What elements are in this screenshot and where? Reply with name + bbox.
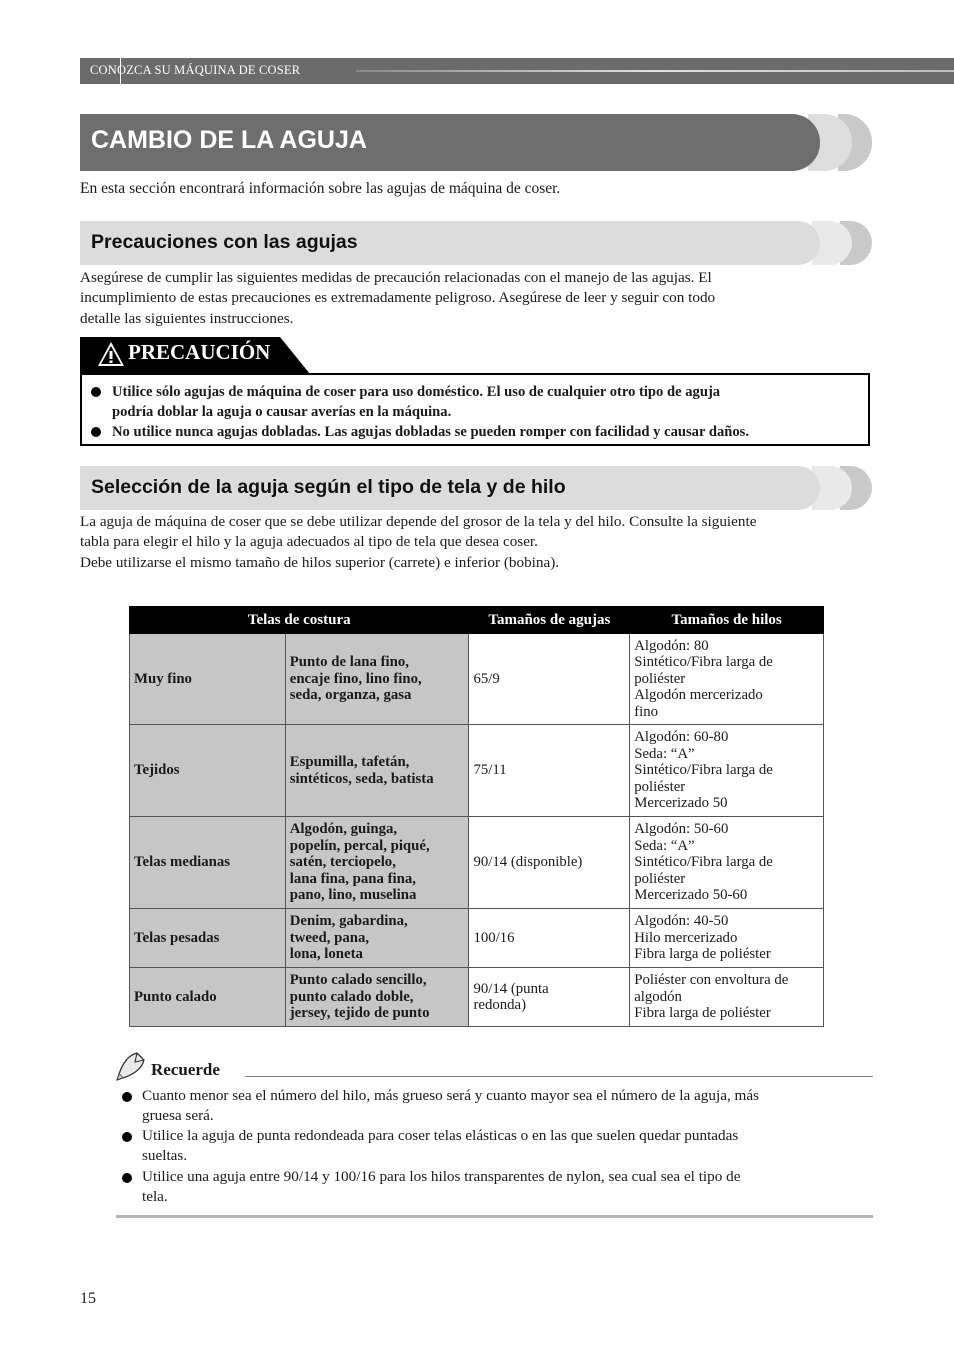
table-row xyxy=(130,817,824,909)
needle-size: 100/16 xyxy=(469,909,630,968)
table-row xyxy=(130,634,824,725)
table-row xyxy=(130,725,824,817)
thread-size: Algodón: 50-60 Seda: “A” Sintético/Fibra larga de poliéster Mercerizado 50-60 xyxy=(630,817,824,909)
selection-line: La aguja de máquina de coser que se debe utilizar depende del grosor de la tela y del hilo. Consulte la siguiente xyxy=(80,513,757,530)
thread-size: Algodón: 80 Sintético/Fibra larga de poliéster Algodón mercerizado fino xyxy=(630,634,824,725)
recuerde-item: Utilice una aguja entre 90/14 y 100/16 para los hilos transparentes de nylon, sea cual sea el tipo de tela. xyxy=(122,1167,874,1208)
table-header-row xyxy=(130,607,824,634)
section-label: CONOZCA SU MÁQUINA DE COSER xyxy=(90,63,301,77)
recuerde-rule xyxy=(245,1076,873,1077)
bullet-icon xyxy=(91,387,101,397)
caution-label: PRECAUCIÓN xyxy=(128,340,271,364)
fabric-list: Algodón, guinga, popelín, percal, piqué, satén, terciopelo, lana fina, pana fina, pano, lino, muselina xyxy=(285,817,469,909)
needle-size: 75/11 xyxy=(469,725,630,817)
fabric-category: Muy fino xyxy=(130,634,286,725)
table-row xyxy=(130,909,824,968)
precautions-line: incumplimiento de estas precauciones es extremadamente peligroso. Asegúrese de leer y seguir con todo xyxy=(80,289,716,307)
header-fabrics: Telas de costura xyxy=(130,607,469,634)
precautions-line: Asegúrese de cumplir las siguientes medidas de precaución relacionadas con el manejo de las agujas. El xyxy=(80,269,712,286)
intro-text: En esta sección encontrará información sobre las agujas de máquina de coser. xyxy=(80,180,561,197)
fabric-category: Telas medianas xyxy=(130,817,286,909)
bullet-icon xyxy=(122,1092,132,1102)
page-title: CAMBIO DE LA AGUJA xyxy=(91,126,367,154)
warning-icon xyxy=(97,341,125,367)
bullet-icon xyxy=(91,427,101,437)
thread-size: Algodón: 60-80 Seda: “A” Sintético/Fibra larga de poliéster Mercerizado 50 xyxy=(630,725,824,817)
thread-size: Algodón: 40-50 Hilo mercerizado Fibra larga de poliéster xyxy=(630,909,824,968)
fabric-list: Punto de lana fino, encaje fino, lino fino, seda, organza, gasa xyxy=(285,634,469,725)
fabric-category: Punto calado xyxy=(130,968,286,1027)
recuerde-item: Cuanto menor sea el número del hilo, más grueso será y cuanto mayor sea el número de la aguja, más gruesa será. xyxy=(122,1086,874,1127)
header-rule xyxy=(356,70,954,72)
header-needles: Tamaños de agujas xyxy=(469,607,630,634)
caution-item: No utilice nunca agujas dobladas. Las agujas dobladas se pueden romper con facilidad y causar daños. xyxy=(91,422,861,442)
fabric-category: Tejidos xyxy=(130,725,286,817)
precautions-line: detalle las siguientes instrucciones. xyxy=(80,309,294,327)
page-number: 15 xyxy=(80,1290,96,1307)
selection-line: tabla para elegir el hilo y la aguja adecuados al tipo de tela que desea coser. xyxy=(80,533,538,551)
selection-line: Debe utilizarse el mismo tamaño de hilos superior (carrete) e inferior (bobina). xyxy=(80,553,560,571)
needle-size: 90/14 (punta redonda) xyxy=(469,968,630,1027)
fabric-category: Telas pesadas xyxy=(130,909,286,968)
selection-heading: Selección de la aguja según el tipo de tela y de hilo xyxy=(91,476,566,498)
precautions-text xyxy=(80,268,880,329)
recuerde-item: Utilice la aguja de punta redondeada para coser telas elásticas o en las que suelen quedar puntadas sueltas. xyxy=(122,1126,874,1167)
fabric-list: Punto calado sencillo, punto calado doble, jersey, tejido de punto xyxy=(285,968,469,1027)
table-row xyxy=(130,968,824,1027)
recuerde-label: Recuerde xyxy=(151,1060,220,1079)
precautions-heading: Precauciones con las agujas xyxy=(91,231,358,253)
bullet-icon xyxy=(122,1132,132,1142)
memo-icon xyxy=(115,1050,147,1082)
bullet-icon xyxy=(122,1173,132,1183)
fabric-list: Espumilla, tafetán, sintéticos, seda, batista xyxy=(285,725,469,817)
needle-table xyxy=(129,606,824,1027)
header-threads: Tamaños de hilos xyxy=(630,607,824,634)
selection-text xyxy=(80,512,900,573)
caution-item: Utilice sólo agujas de máquina de coser para uso doméstico. El uso de cualquier otro tipo de aguja podría doblar la aguja o causar averías en la máquina. xyxy=(91,382,861,422)
needle-size: 90/14 (disponible) xyxy=(469,817,630,909)
recuerde-bottom-rule xyxy=(116,1215,873,1218)
thread-size: Poliéster con envoltura de algodón Fibra larga de poliéster xyxy=(630,968,824,1027)
fabric-list: Denim, gabardina, tweed, pana, lona, loneta xyxy=(285,909,469,968)
needle-size: 65/9 xyxy=(469,634,630,725)
